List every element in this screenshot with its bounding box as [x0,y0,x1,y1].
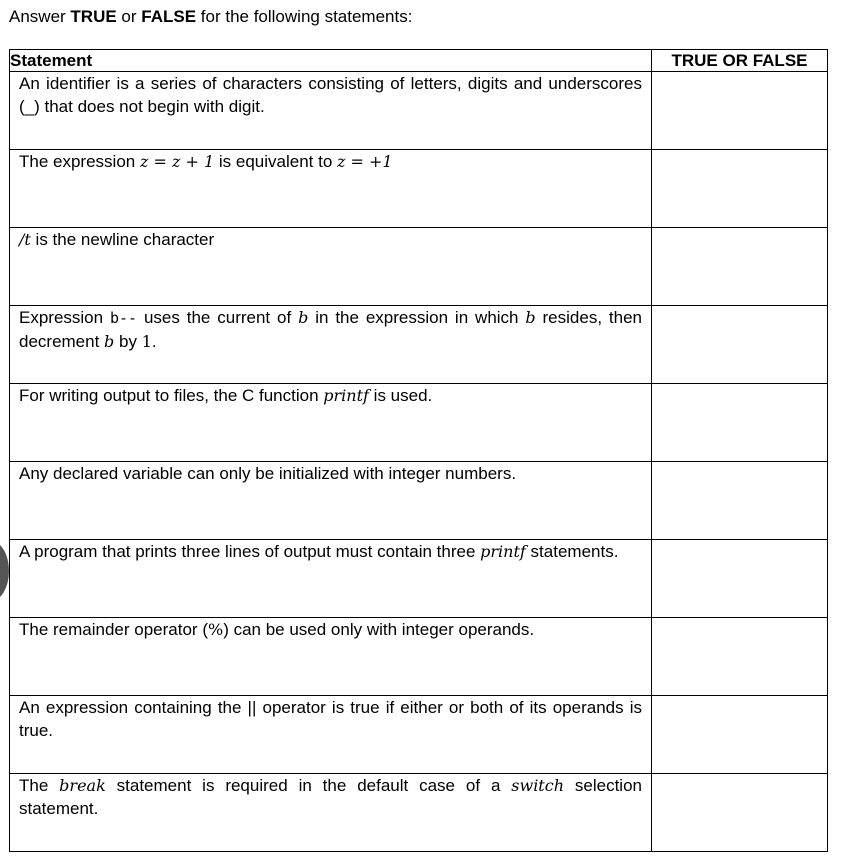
answer-cell[interactable] [652,696,828,774]
statement-text: by [114,332,142,351]
statement-text: For writing output to files, the C function [19,386,324,405]
statement-text: is equivalent to [214,152,338,171]
statement-column-header: Statement [10,50,652,72]
statement-text: ) can be used only with integer operands. [223,620,535,639]
statement-text: Any declared variable can only be initialized with integer numbers. [19,464,517,483]
math-function-name: printf [480,542,526,561]
statement-text: The remainder operator ( [19,620,208,639]
math-expression: z = z + 1 [139,152,215,171]
math-keyword: switch [511,776,564,795]
statement-text: resides, then decrement [19,308,643,351]
statement-cell [10,72,652,150]
statement-cell [10,462,652,540]
statement-cell [10,774,652,852]
statement-text: A program that prints three lines of output must contain three [19,542,481,561]
math-expression: z = +1 [337,152,393,171]
math-symbol: % [207,620,224,639]
code-expression: b-- [109,309,138,327]
statement-row-3 [10,228,828,306]
math-number: 1 [141,332,152,351]
statement-text: statements. [525,542,619,561]
statement-cell [10,306,652,384]
answer-cell[interactable] [652,72,828,150]
statement-cell [10,540,652,618]
statement-row-6 [10,462,828,540]
true-false-table [9,49,828,852]
answer-cell[interactable] [652,150,828,228]
statement-cell [10,150,652,228]
statement-cell [10,696,652,774]
answer-cell[interactable] [652,774,828,852]
statement-row-4 [10,306,828,384]
table-header-row [10,50,828,72]
statement-cell [10,618,652,696]
statement-text: An expression containing the || operator is true if either or both of its operands is true. [19,698,642,740]
answer-cell[interactable] [652,384,828,462]
answer-cell[interactable] [652,228,828,306]
answer-cell[interactable] [652,306,828,384]
statement-row-5 [10,384,828,462]
answer-cell[interactable] [652,540,828,618]
answer-cell[interactable] [652,462,828,540]
math-expression: /t [19,230,31,249]
statement-text: An identifier is a series of characters consisting of letters, digits and underscores (_) that does not begin with digit. [19,74,642,116]
instruction-prefix: Answer [9,7,71,26]
statement-row-1 [10,72,828,150]
statement-cell [10,384,652,462]
math-variable: b [104,332,115,351]
statement-text: statement is required in the default case of a [105,776,512,795]
statement-text: is used. [368,386,433,405]
instruction-text [9,6,412,28]
statement-text: The [19,776,60,795]
instruction-true-word: TRUE [70,7,117,26]
statement-text: in the expression in which [308,308,526,327]
statement-text: The expression [19,152,140,171]
statement-text: Expression [19,308,110,327]
statement-text: selection statement. [19,776,642,818]
statement-text: is the newline character [30,230,215,249]
math-variable: b [525,308,536,327]
statement-row-10 [10,774,828,852]
statement-text: . [151,332,157,351]
instruction-false-word: FALSE [141,7,197,26]
statement-row-2 [10,150,828,228]
math-function-name: printf [323,386,369,405]
instruction-suffix: for the following statements: [196,7,413,26]
answer-column-header: TRUE OR FALSE [652,50,828,72]
instruction-middle: or [116,7,142,26]
math-keyword: break [59,776,106,795]
statement-row-7 [10,540,828,618]
statement-row-8 [10,618,828,696]
math-variable: b [298,308,309,327]
statement-row-9 [10,696,828,774]
statement-text: uses the current of [137,308,299,327]
answer-cell[interactable] [652,618,828,696]
scan-edge-mark [0,541,9,601]
statement-cell [10,228,652,306]
